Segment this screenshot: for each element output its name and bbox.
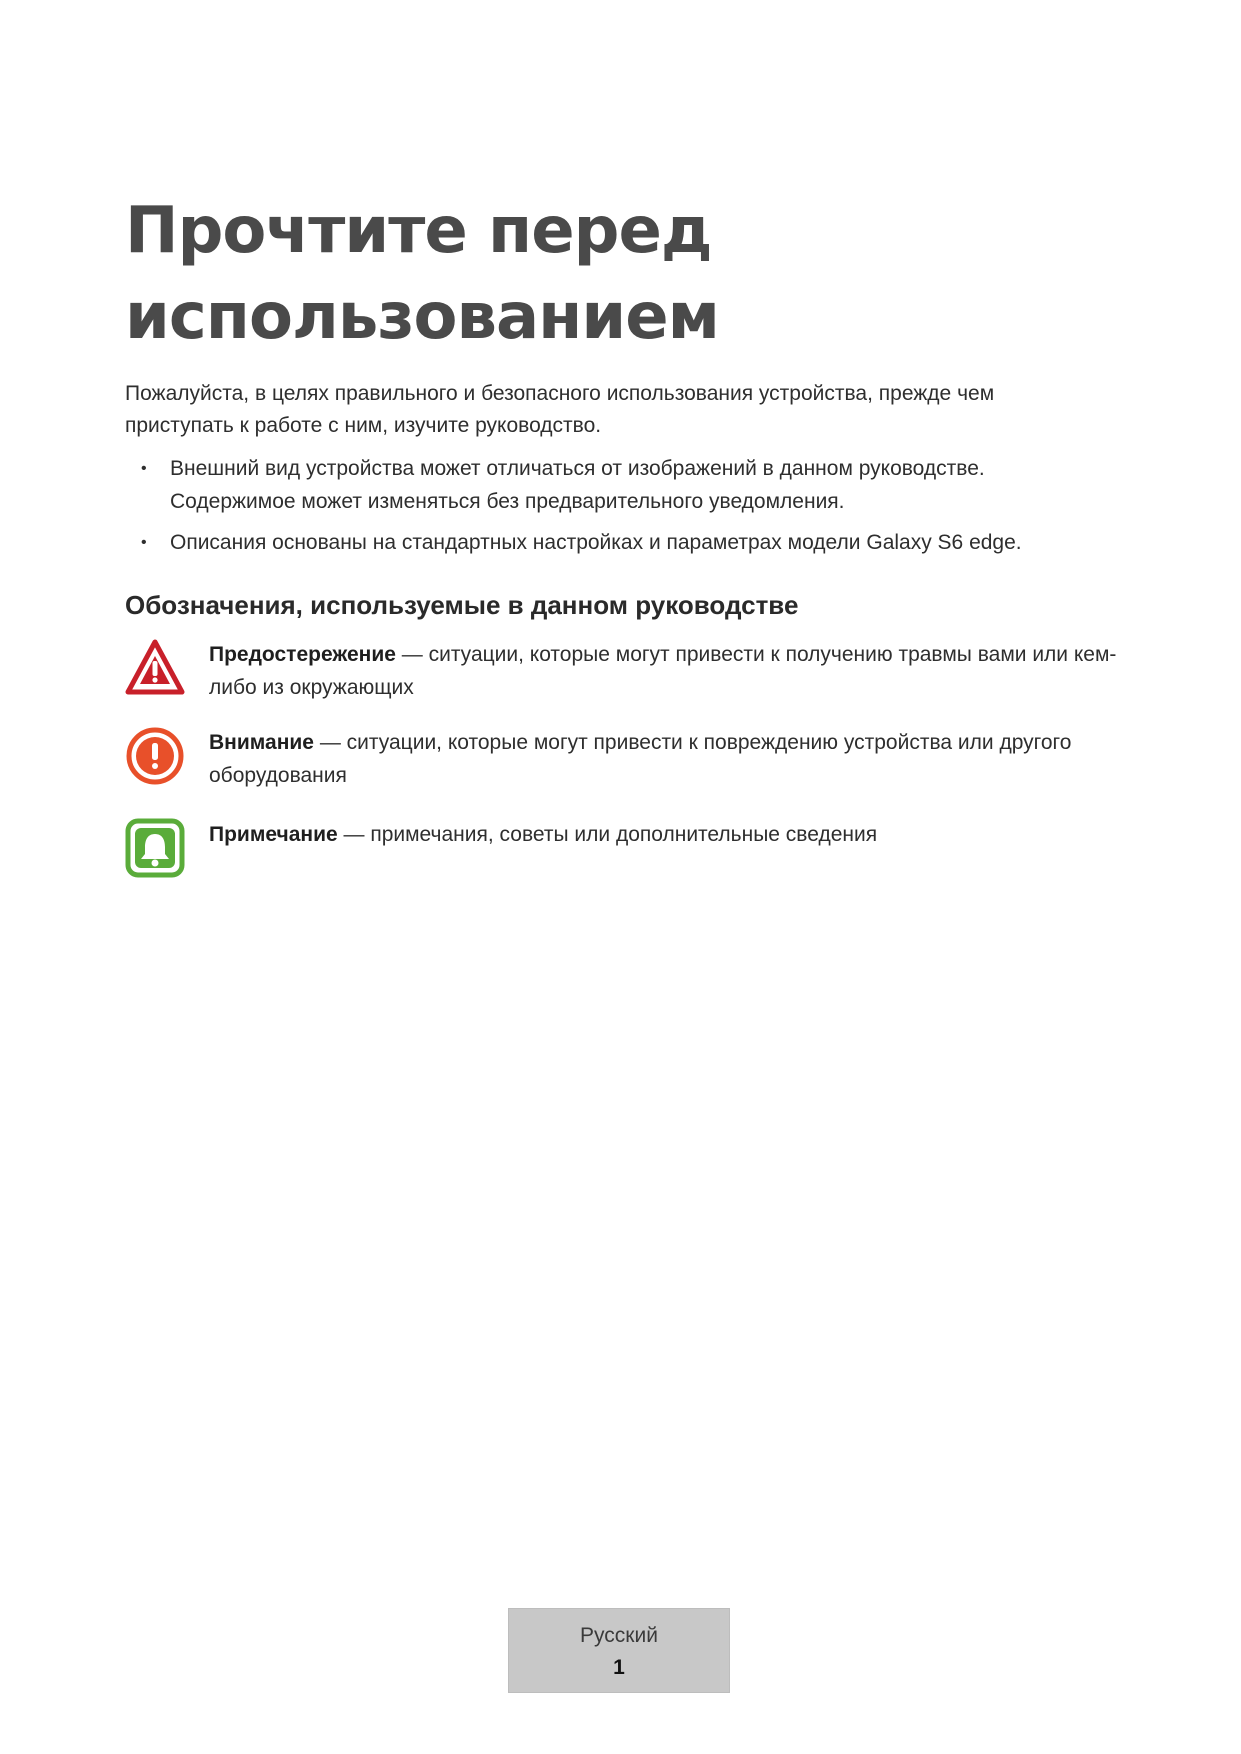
bullet-text-line-1: Внешний вид устройства может отличаться от изображений в данном руководстве. bbox=[170, 457, 985, 480]
intro-line-1: Пожалуйста, в целях правильного и безопасного использования устройства, прежде чем bbox=[125, 382, 995, 405]
page-title bbox=[125, 188, 1125, 360]
notice-note-text bbox=[209, 818, 1129, 851]
footer-language: Русский bbox=[580, 1624, 658, 1647]
bullet-marker: • bbox=[141, 534, 147, 551]
notice-description: — ситуации, которые могут привести к получению травмы вами или кем-либо из окружающих bbox=[209, 643, 1117, 699]
bullet-marker: • bbox=[141, 460, 147, 477]
notice-term: Примечание bbox=[209, 823, 338, 846]
notice-caution-text bbox=[209, 726, 1129, 792]
page-title-line-2: использованием bbox=[125, 280, 719, 354]
notice-description: — примечания, советы или дополнительные сведения bbox=[337, 823, 878, 846]
bullet-text-line-1: Описания основаны на стандартных настройках и параметрах модели Galaxy S6 edge. bbox=[170, 531, 1022, 554]
page-number: 1 bbox=[613, 1656, 625, 1679]
note-bell-icon bbox=[125, 818, 185, 878]
intro-line-2: приступать к работе с ним, изучите руководство. bbox=[125, 414, 602, 437]
bullet-item-appearance bbox=[125, 452, 1125, 518]
caution-circle-icon bbox=[125, 726, 185, 786]
notice-description: — ситуации, которые могут привести к повреждению устройства или другого оборудования bbox=[209, 731, 1072, 787]
section-heading: Обозначения, используемые в данном руководстве bbox=[125, 590, 799, 620]
notice-term: Внимание bbox=[209, 731, 314, 754]
bullet-text-line-2: Содержимое может изменяться без предварительного уведомления. bbox=[170, 490, 845, 513]
intro-paragraph bbox=[125, 378, 1125, 442]
page-footer bbox=[508, 1608, 730, 1693]
bullet-item-defaults bbox=[125, 526, 1125, 559]
bullet-list bbox=[125, 452, 1125, 567]
notice-term: Предостережение bbox=[209, 643, 396, 666]
notice-warning-text bbox=[209, 638, 1129, 704]
warning-triangle-icon bbox=[125, 638, 185, 698]
page-title-line-1: Прочтите перед bbox=[125, 194, 712, 268]
